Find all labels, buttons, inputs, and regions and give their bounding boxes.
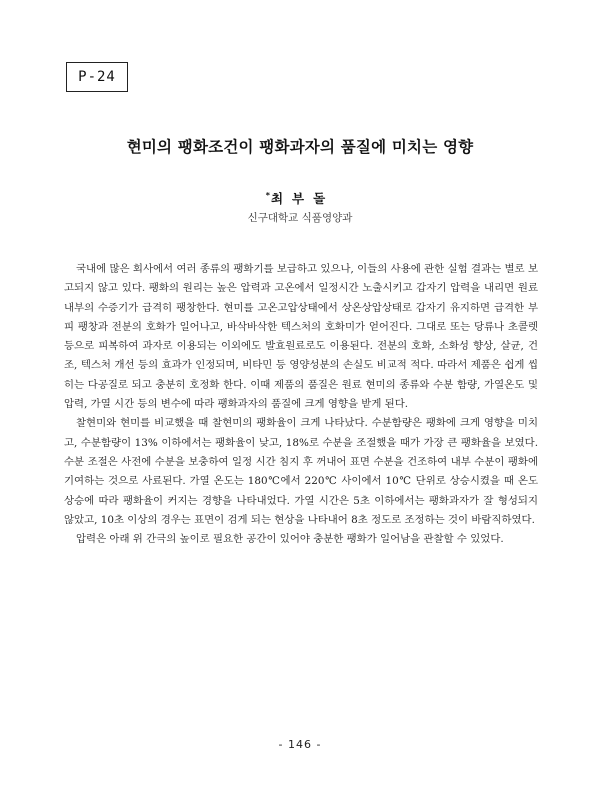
poster-number-badge: P-24 xyxy=(66,62,128,92)
paragraph-3: 압력은 아래 위 간극의 높이로 필요한 공간이 있어야 충분한 팽화가 일어남을 관찰할 수 있었다. xyxy=(76,533,504,546)
paragraph-2: 찰현미와 현미를 비교했을 때 찰현미의 팽화율이 크게 나타났다. 수분함량은 팽화에 크게 영향을 미치고, 수분함량이 13% 이하에서는 팽화율이 낮고, 18%로 수분을 조절했을 때가 가장 큰 팽화율을 보였다. 수분 조절은 사전에 수분을 보충하여 일정 시간 침지 후 꺼내어 표면 수분을 건조하여 내부 수분이 팽화에 기여하는 것으로 사료된다. 가열 온도는 180℃에서 220℃ 사이에서 10℃ 단위로 상승시켰을 때 온도 상승에 따라 팽화율이 커지는 경향을 나타내었다. 가열 시간은 5초 이하에서는 팽화과자가 잘 형성되지 않았고, 10초 이상의 경우는 표면이 검게 되는 현상을 나타내어 8초 정도로 조정하는 것이 바람직하였다. xyxy=(64,417,538,526)
author-name: 최부돌 xyxy=(270,191,335,206)
abstract-body xyxy=(64,260,538,549)
author-line xyxy=(0,189,600,207)
page-number: - 146 - xyxy=(278,738,322,751)
corresponding-author-marker: * xyxy=(265,190,270,200)
author-affiliation: 신구대학교 식품영양과 xyxy=(247,212,353,224)
paragraph-1: 국내에 많은 회사에서 여러 종류의 팽화기를 보급하고 있으나, 이들의 사용에 관한 실험 결과는 별로 보고되지 않고 있다. 팽화의 원리는 높은 압력과 고온에서 일정시간 노출시키고 갑자기 압력을 내리면 원료 내부의 수증기가 급격히 팽창한다. 현미를 고온고압상태에서 상온상압상태로 갑자기 유지하면 급격한 부피 팽창과 전분의 호화가 일어나고, 바삭바삭한 텍스처의 호화미가 얻어진다. 그대로 또는 당류나 초콜렛 등으로 피복하여 과자로 이용되는 이외에도 발효원료로도 이용된다. 전분의 호화, 소화성 향상, 살균, 건조, 텍스처 개선 등의 효과가 인정되며, 비타민 등 영양성분의 손실도 비교적 적다. 따라서 제품은 쉽게 씹히는 다공질로 되고 충분히 호정화 한다. 이때 제품의 품질은 원료 현미의 종류와 수분 함량, 가열온도 및 압력, 가열 시간 등의 변수에 따라 팽화과자의 품질에 크게 영향을 받게 된다. xyxy=(64,263,538,411)
paper-title: 현미의 팽화조건이 팽화과자의 품질에 미치는 영향 xyxy=(126,138,474,156)
